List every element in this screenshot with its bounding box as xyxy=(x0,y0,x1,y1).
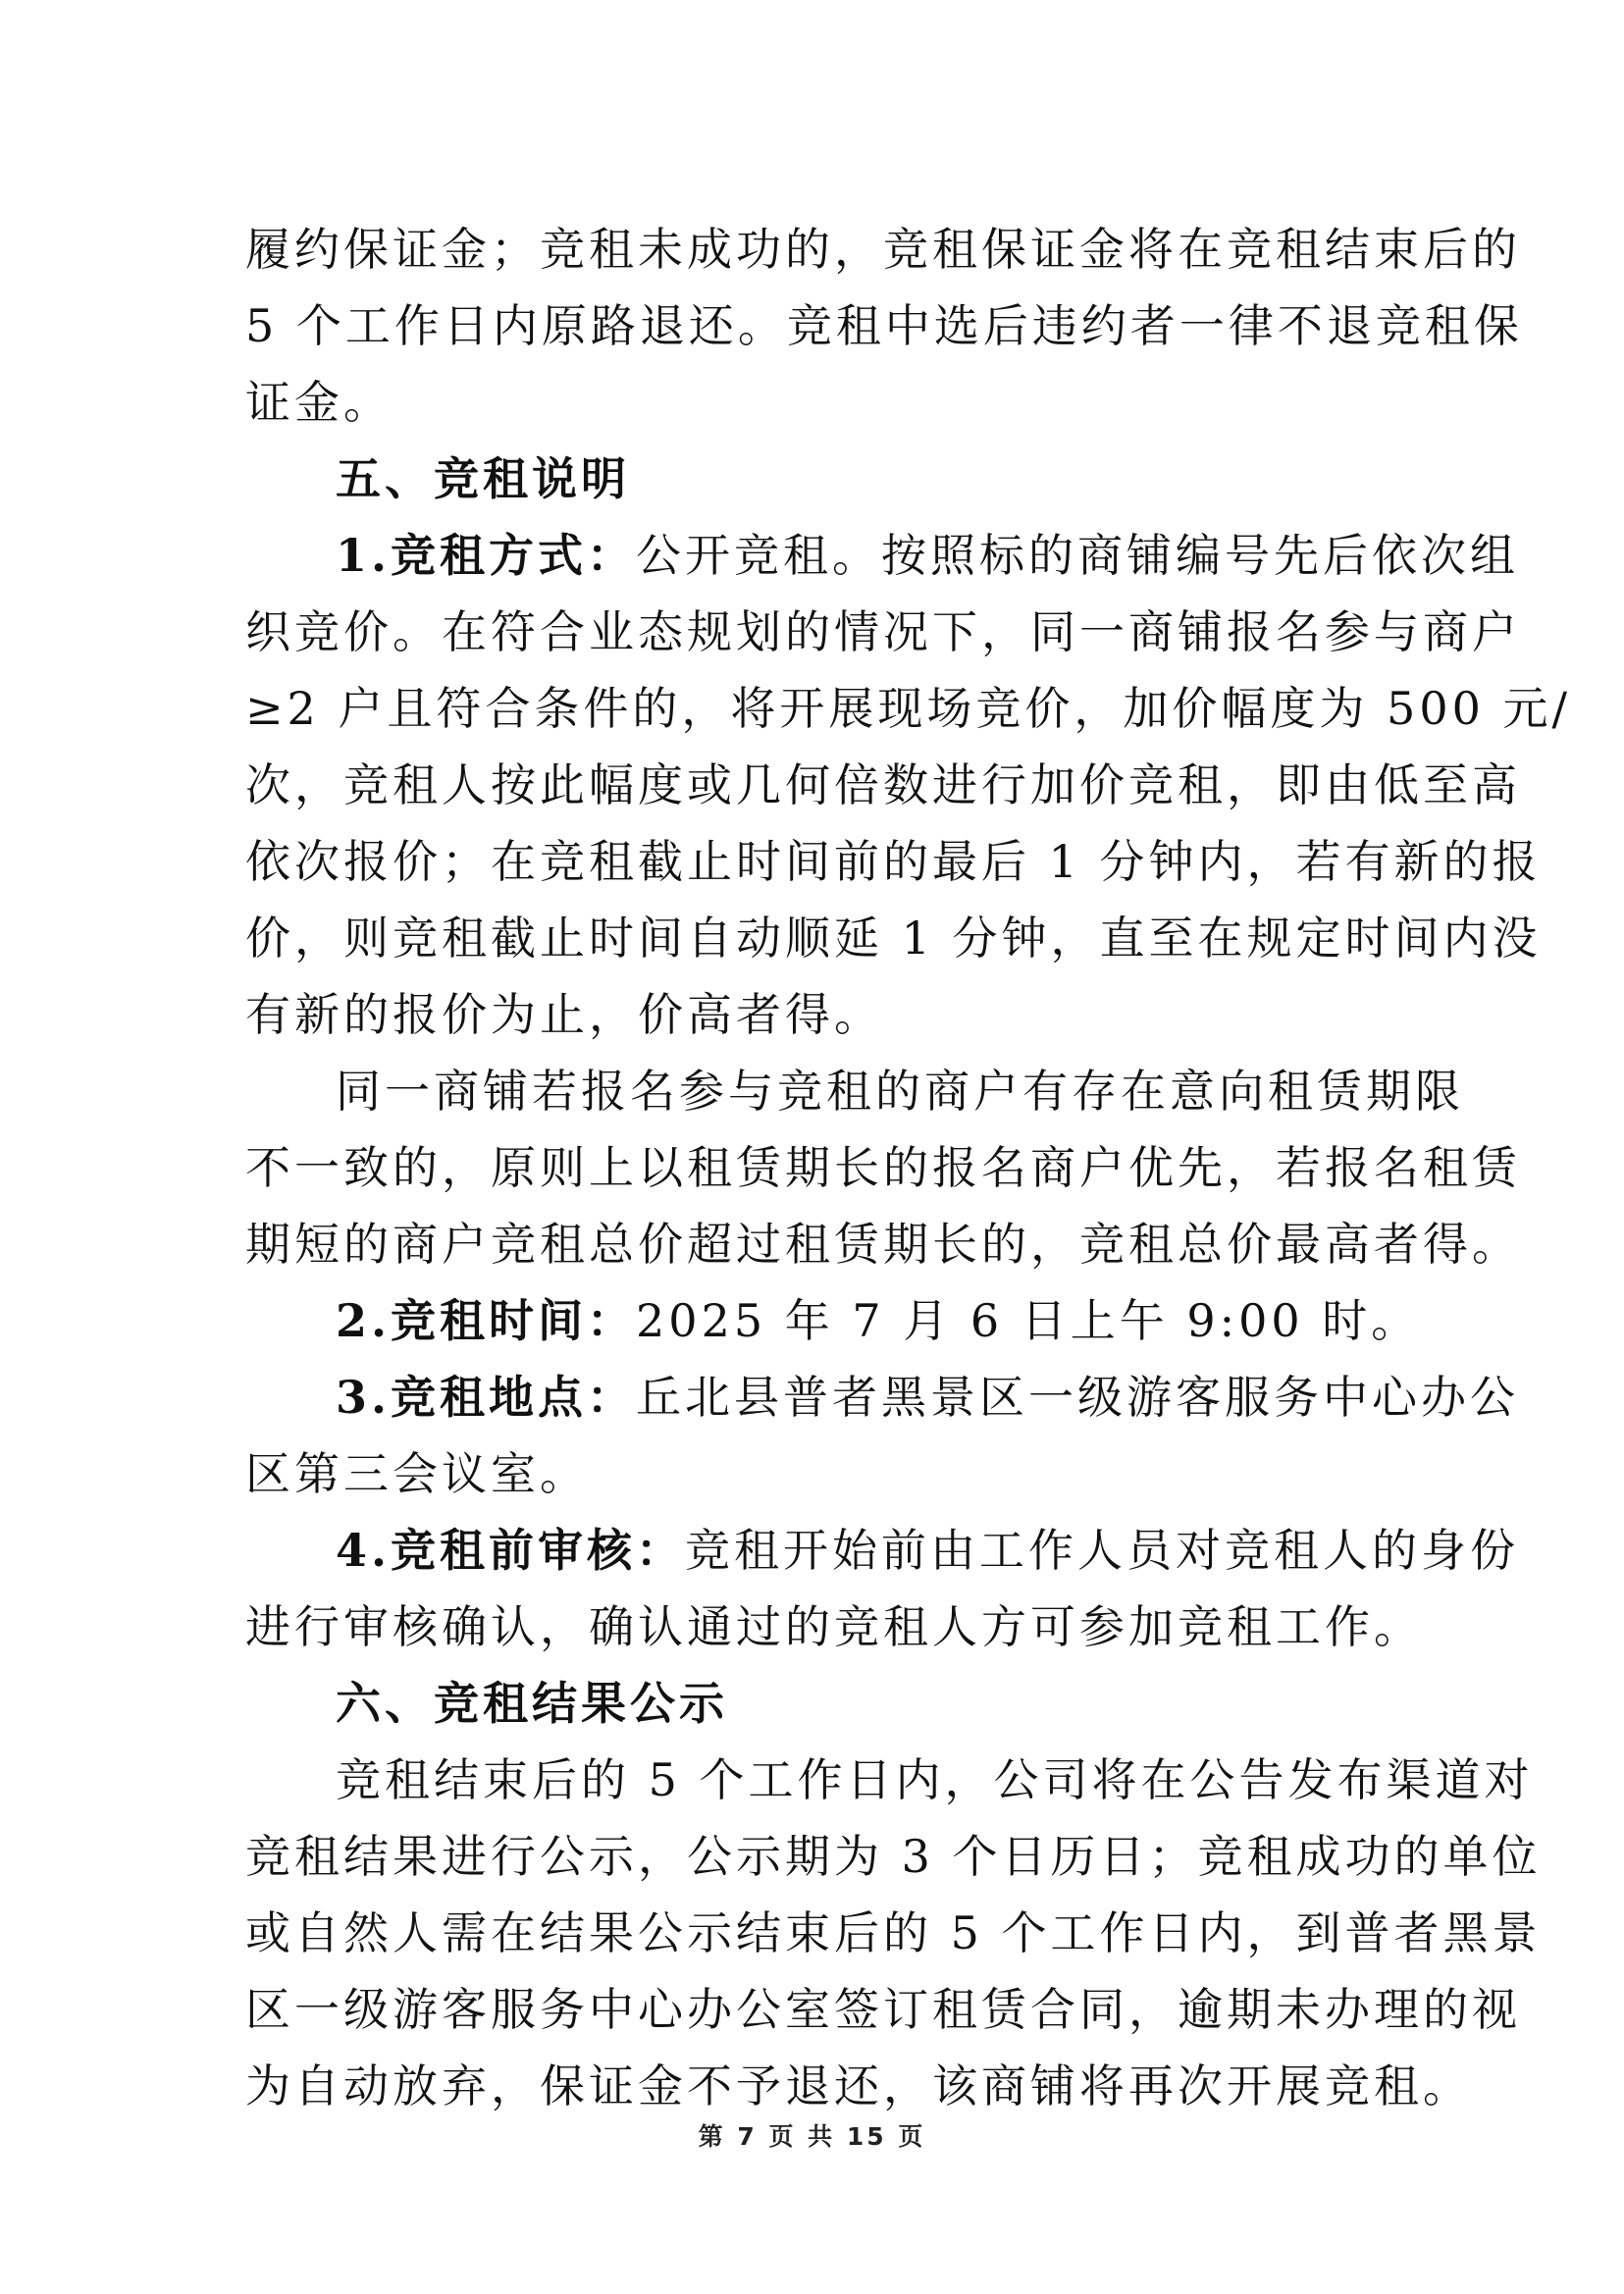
item-1-label: 1.竞租方式： xyxy=(336,529,637,582)
item-1-line-3: ≥2 户且符合条件的，将开展现场竞价，加价幅度为 500 元/ xyxy=(245,682,1571,735)
result-publication-paragraph xyxy=(245,1742,1542,2124)
item-1-line-6: 价，则竞租截止时间自动顺延 1 分钟，直至在规定时间内没 xyxy=(245,912,1542,965)
item-4-pre-bid-review xyxy=(245,1512,1520,1665)
lease-term-line-3: 期短的商户竞租总价超过租赁期长的，竞租总价最高者得。 xyxy=(245,1218,1521,1271)
item-1-line-4: 次，竞租人按此幅度或几何倍数进行加价竞租，即由低至高 xyxy=(245,758,1521,811)
item-3-line-1 xyxy=(245,1359,1520,1435)
item-1-line-7: 有新的报价为止，价高者得。 xyxy=(245,988,883,1041)
item-1-line-1 xyxy=(245,517,1520,594)
item-2-label: 2.竞租时间： xyxy=(336,1294,637,1347)
item-2-bidding-time xyxy=(245,1282,1421,1359)
item-4-label: 4.竞租前审核： xyxy=(336,1524,686,1577)
lease-term-line-1: 同一商铺若报名参与竞租的商户有存在意向租赁期限 xyxy=(336,1065,1464,1118)
lease-term-line-2: 不一致的，原则上以租赁期长的报名商户优先，若报名租赁 xyxy=(245,1141,1521,1194)
deposit-paragraph xyxy=(245,211,1523,441)
item-1-first-text: 公开竞租。按照标的商铺编号先后依次组 xyxy=(636,529,1520,582)
item-3-first-text: 丘北县普者黑景区一级游客服务中心办公 xyxy=(636,1371,1520,1424)
item-1-bidding-method xyxy=(245,517,1571,1053)
section-5-heading: 五、竞租说明 xyxy=(336,452,630,505)
deposit-line-2: 5 个工作日内原路退还。竞租中选后违约者一律不退竞租保 xyxy=(245,299,1523,352)
item-3-line-2: 区第三会议室。 xyxy=(245,1447,589,1500)
item-3-label: 3.竞租地点： xyxy=(336,1371,637,1424)
section-6-line-1: 竞租结束后的 5 个工作日内，公司将在公告发布渠道对 xyxy=(336,1753,1534,1806)
item-1-line-5: 依次报价；在竞租截止时间前的最后 1 分钟内，若有新的报 xyxy=(245,835,1542,888)
item-3-bidding-location xyxy=(245,1359,1520,1512)
section-6-line-4: 区一级游客服务中心办公室签订租赁合同，逾期未办理的视 xyxy=(245,1983,1521,2036)
item-4-first-text: 竞租开始前由工作人员对竞租人的身份 xyxy=(685,1524,1520,1577)
deposit-line-3: 证金。 xyxy=(245,376,393,429)
item-4-line-1 xyxy=(245,1512,1520,1589)
item-4-line-2: 进行审核确认，确认通过的竞租人方可参加竞租工作。 xyxy=(245,1600,1423,1653)
section-6-line-2: 竞租结果进行公示，公示期为 3 个日历日；竞租成功的单位 xyxy=(245,1830,1542,1883)
item-1-line-2: 织竞价。在符合业态规划的情况下，同一商铺报名参与商户 xyxy=(245,605,1521,658)
section-6-line-5: 为自动放弃，保证金不予退还，该商铺将再次开展竞租。 xyxy=(245,2059,1472,2112)
section-6-line-3: 或自然人需在结果公示结束后的 5 个工作日内，到普者黑景 xyxy=(245,1906,1542,1959)
item-2-text: 2025 年 7 月 6 日上午 9:00 时。 xyxy=(636,1294,1421,1347)
document-page xyxy=(245,211,1571,2124)
deposit-line-1: 履约保证金；竞租未成功的，竞租保证金将在竞租结束后的 xyxy=(245,223,1521,276)
section-6-heading: 六、竞租结果公示 xyxy=(336,1677,728,1730)
page-number-footer: 第 7 页 共 15 页 xyxy=(698,2122,926,2151)
lease-term-paragraph xyxy=(245,1053,1521,1282)
